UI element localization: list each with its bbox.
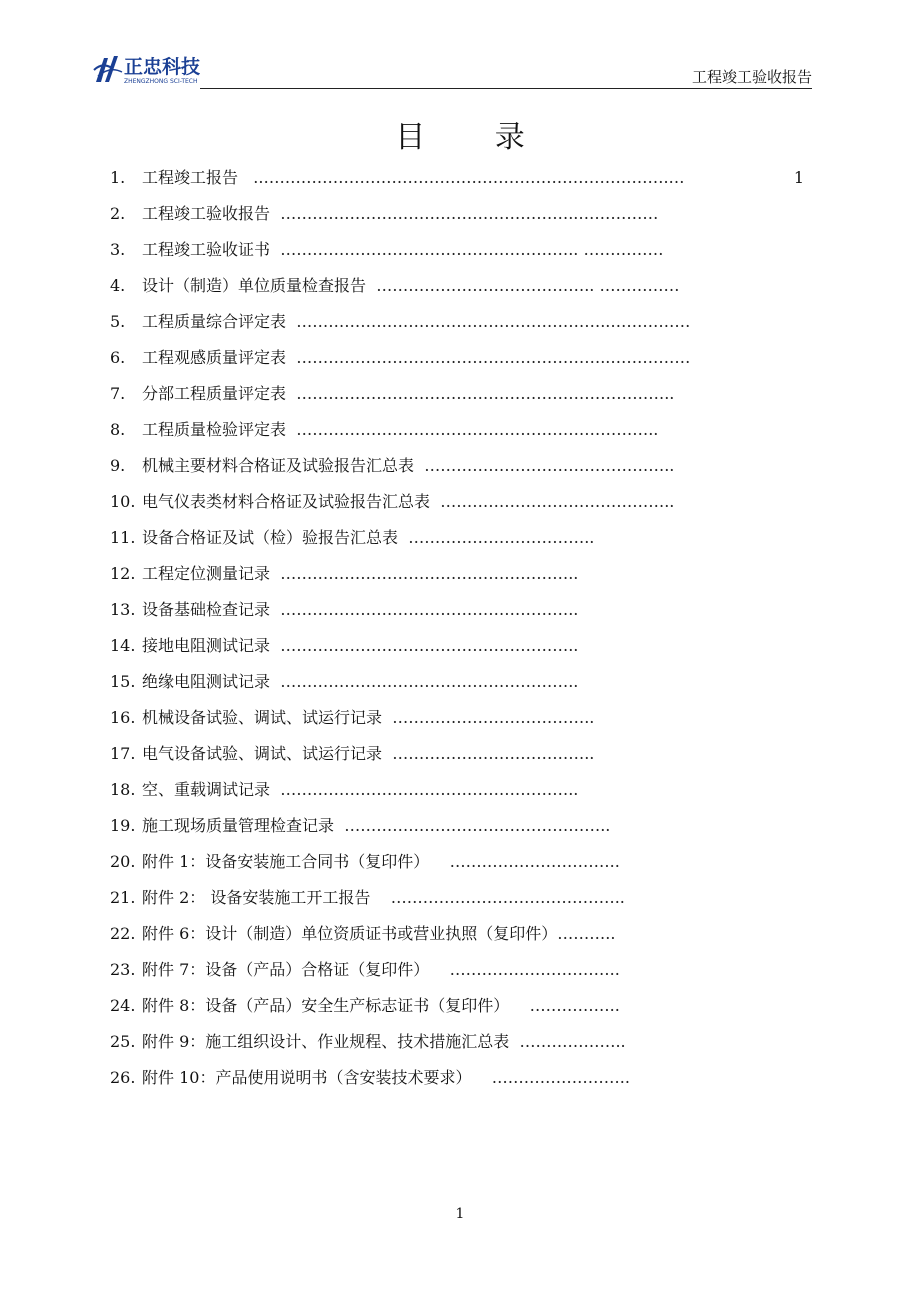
toc-item bbox=[110, 1063, 810, 1099]
toc-item-leader-dots: ……………………………………………….. …………… bbox=[280, 240, 664, 259]
toc-item-leader-dots: ……………………………….. bbox=[392, 708, 595, 727]
toc-item-leader-dots: ………………………………………………………….. bbox=[296, 420, 659, 439]
toc-item-label: 附件 10：产品使用说明书（含安装技术要求） bbox=[142, 1068, 472, 1087]
toc-item-gap bbox=[429, 960, 449, 979]
toc-item bbox=[110, 235, 810, 271]
toc-item-leader-dots: ………………………………………………..…………… bbox=[280, 204, 659, 223]
toc-item-label: 附件 7：设备（产品）合格证（复印件） bbox=[142, 960, 430, 979]
toc-item bbox=[110, 595, 810, 631]
logo-mark-icon bbox=[92, 52, 126, 88]
toc-item-label: 电气仪表类材料合格证及试验报告汇总表 bbox=[142, 492, 431, 511]
toc-item-number: 8. bbox=[110, 420, 126, 439]
toc-item-leader-dots: …………………………………………………..…………… bbox=[296, 348, 691, 367]
toc-item-label: 电气设备试验、调试、试运行记录 bbox=[142, 744, 383, 763]
toc-item-number: 1. bbox=[110, 168, 126, 187]
toc-item-leader-dots: …………….. bbox=[529, 996, 620, 1015]
toc-item-label: 附件 8：设备（产品）安全生产标志证书（复印件） bbox=[142, 996, 510, 1015]
toc-item-gap bbox=[286, 420, 296, 439]
toc-item-number: 10. bbox=[110, 492, 136, 511]
toc-item-number: 3. bbox=[110, 240, 126, 259]
toc-item bbox=[110, 955, 810, 991]
toc-item-label: 空、重载调试记录 bbox=[142, 780, 271, 799]
toc-item-number: 9. bbox=[110, 456, 126, 475]
toc-item-gap bbox=[366, 276, 376, 295]
toc-item-number: 12. bbox=[110, 564, 136, 583]
toc-item-label: 工程观感质量评定表 bbox=[142, 348, 287, 367]
toc-item bbox=[110, 775, 810, 811]
toc-item-leader-dots: ……….. bbox=[557, 924, 616, 943]
toc-item-gap bbox=[509, 996, 529, 1015]
toc-item-gap bbox=[509, 1032, 519, 1051]
toc-item bbox=[110, 739, 810, 775]
toc-item-label: 施工现场质量管理检查记录 bbox=[142, 816, 335, 835]
toc-item-page: 1 bbox=[793, 168, 804, 187]
toc-item-leader-dots: …………………………………….. bbox=[390, 888, 625, 907]
toc-item-number: 21. bbox=[110, 888, 136, 907]
toc-item-leader-dots: …………………………………………………..…………… bbox=[296, 312, 691, 331]
toc-item-gap bbox=[270, 564, 280, 583]
toc-item-label: 工程质量综合评定表 bbox=[142, 312, 287, 331]
toc-item bbox=[110, 847, 810, 883]
toc-item-leader-dots: …………………………….. bbox=[408, 528, 595, 547]
toc-item-leader-dots: …………………………………….. bbox=[440, 492, 675, 511]
toc-item-label: 附件 6：设计（制造）单位资质证书或营业执照（复印件） bbox=[142, 924, 558, 943]
toc-item bbox=[110, 307, 810, 343]
toc-title: 目 录 bbox=[395, 120, 555, 155]
toc-item bbox=[110, 667, 810, 703]
toc-item-gap bbox=[429, 852, 449, 871]
toc-item-number: 13. bbox=[110, 600, 136, 619]
toc-item-label: 分部工程质量评定表 bbox=[142, 384, 287, 403]
toc-item-label: 接地电阻测试记录 bbox=[142, 636, 271, 655]
toc-item-gap bbox=[398, 528, 408, 547]
toc-item-label: 绝缘电阻测试记录 bbox=[142, 672, 271, 691]
toc-item-leader-dots: ………………………………….. …………… bbox=[376, 276, 680, 295]
toc-item-number: 20. bbox=[110, 852, 136, 871]
toc-item bbox=[110, 163, 810, 199]
toc-item-gap bbox=[270, 204, 280, 223]
toc-item-label: 机械主要材料合格证及试验报告汇总表 bbox=[142, 456, 415, 475]
toc-item-gap bbox=[286, 384, 296, 403]
toc-item-leader-dots: ……………….. bbox=[519, 1032, 626, 1051]
toc-item bbox=[110, 271, 810, 307]
toc-item-number: 25. bbox=[110, 1032, 136, 1051]
toc-item-gap bbox=[270, 600, 280, 619]
toc-item-leader-dots: …………………….. bbox=[491, 1068, 630, 1087]
toc-item-number: 11. bbox=[110, 528, 136, 547]
page-header bbox=[88, 40, 812, 90]
toc-item-number: 16. bbox=[110, 708, 136, 727]
toc-item-leader-dots: ……………………………………….. bbox=[424, 456, 675, 475]
toc-item bbox=[110, 1027, 810, 1063]
toc-item-label: 设备基础检查记录 bbox=[142, 600, 271, 619]
toc-item-label: 附件 9：施工组织设计、作业规程、技术措施汇总表 bbox=[142, 1032, 510, 1051]
toc-item-leader-dots: ………………………….. bbox=[449, 852, 620, 871]
toc-item-leader-dots: ……………………………………………….. bbox=[280, 600, 579, 619]
header-title: 工程竣工验收报告 bbox=[691, 68, 812, 86]
toc-item-leader-dots: ..………………………………………………………………….… bbox=[253, 168, 685, 187]
toc-item-gap bbox=[430, 492, 440, 511]
toc-item bbox=[110, 199, 810, 235]
toc-item-label: 附件 1：设备安装施工合同书（复印件） bbox=[142, 852, 430, 871]
toc-item-leader-dots: …………………………………………………………….. bbox=[296, 384, 675, 403]
toc-item-label: 设备合格证及试（检）验报告汇总表 bbox=[142, 528, 399, 547]
toc-item-label: 工程竣工验收报告 bbox=[142, 204, 271, 223]
toc-item-gap bbox=[471, 1068, 491, 1087]
toc-item bbox=[110, 631, 810, 667]
toc-item-label: 设计（制造）单位质量检查报告 bbox=[142, 276, 367, 295]
toc-item-label: 机械设备试验、调试、试运行记录 bbox=[142, 708, 383, 727]
toc-item-number: 24. bbox=[110, 996, 136, 1015]
toc-item-gap bbox=[270, 636, 280, 655]
toc-item bbox=[110, 415, 810, 451]
toc-item-label: 附件 2： 设备安装施工开工报告 bbox=[142, 888, 371, 907]
toc-item-gap bbox=[414, 456, 424, 475]
toc-item-number: 22. bbox=[110, 924, 136, 943]
toc-item-label: 工程定位测量记录 bbox=[142, 564, 271, 583]
toc-item-label: 工程竣工验收证书 bbox=[142, 240, 271, 259]
toc-item-leader-dots: ………………………….. bbox=[449, 960, 620, 979]
toc-item-gap bbox=[286, 348, 296, 367]
toc-item-number: 6. bbox=[110, 348, 126, 367]
toc-item-leader-dots: ……………………………………………….. bbox=[280, 636, 579, 655]
toc-item-gap bbox=[370, 888, 390, 907]
toc-item-number: 14. bbox=[110, 636, 136, 655]
toc-item-leader-dots: ……………………………………………….. bbox=[280, 780, 579, 799]
toc-item-number: 5. bbox=[110, 312, 126, 331]
toc-item-label: 工程竣工报告 bbox=[142, 168, 239, 187]
toc-item bbox=[110, 811, 810, 847]
page-number: 1 bbox=[455, 1206, 465, 1222]
logo-text: 正忠科技 bbox=[124, 56, 201, 78]
toc-item-gap bbox=[270, 780, 280, 799]
header-divider bbox=[200, 88, 812, 89]
toc-item-number: 2. bbox=[110, 204, 126, 223]
toc-item bbox=[110, 991, 810, 1027]
toc-item bbox=[110, 883, 810, 919]
toc-item bbox=[110, 379, 810, 415]
table-of-contents bbox=[110, 163, 810, 1099]
toc-item-leader-dots: ……………………………….. bbox=[392, 744, 595, 763]
toc-item-gap bbox=[286, 312, 296, 331]
toc-item-number: 4. bbox=[110, 276, 126, 295]
toc-item-gap bbox=[270, 672, 280, 691]
toc-item-leader-dots: ……………………………………………….. bbox=[280, 672, 579, 691]
toc-item-number: 26. bbox=[110, 1068, 136, 1087]
toc-item-label: 工程质量检验评定表 bbox=[142, 420, 287, 439]
toc-item-gap bbox=[382, 708, 392, 727]
toc-item bbox=[110, 703, 810, 739]
company-logo bbox=[88, 48, 208, 94]
toc-item-leader-dots: ………………………………………….. bbox=[344, 816, 611, 835]
toc-item-number: 15. bbox=[110, 672, 136, 691]
toc-item-number: 17. bbox=[110, 744, 136, 763]
toc-item bbox=[110, 559, 810, 595]
toc-item bbox=[110, 523, 810, 559]
toc-item bbox=[110, 451, 810, 487]
toc-item-gap bbox=[334, 816, 344, 835]
toc-item bbox=[110, 487, 810, 523]
toc-item-gap bbox=[382, 744, 392, 763]
logo-subtext: ZHENGZHONG SCI-TECH bbox=[124, 78, 198, 85]
toc-item-number: 18. bbox=[110, 780, 136, 799]
toc-item-number: 23. bbox=[110, 960, 136, 979]
toc-item bbox=[110, 919, 810, 955]
toc-item-gap bbox=[270, 240, 280, 259]
toc-item bbox=[110, 343, 810, 379]
toc-item-number: 19. bbox=[110, 816, 136, 835]
toc-item-gap bbox=[238, 168, 253, 187]
toc-item-number: 7. bbox=[110, 384, 126, 403]
toc-item-leader-dots: ……………………………………………….. bbox=[280, 564, 579, 583]
